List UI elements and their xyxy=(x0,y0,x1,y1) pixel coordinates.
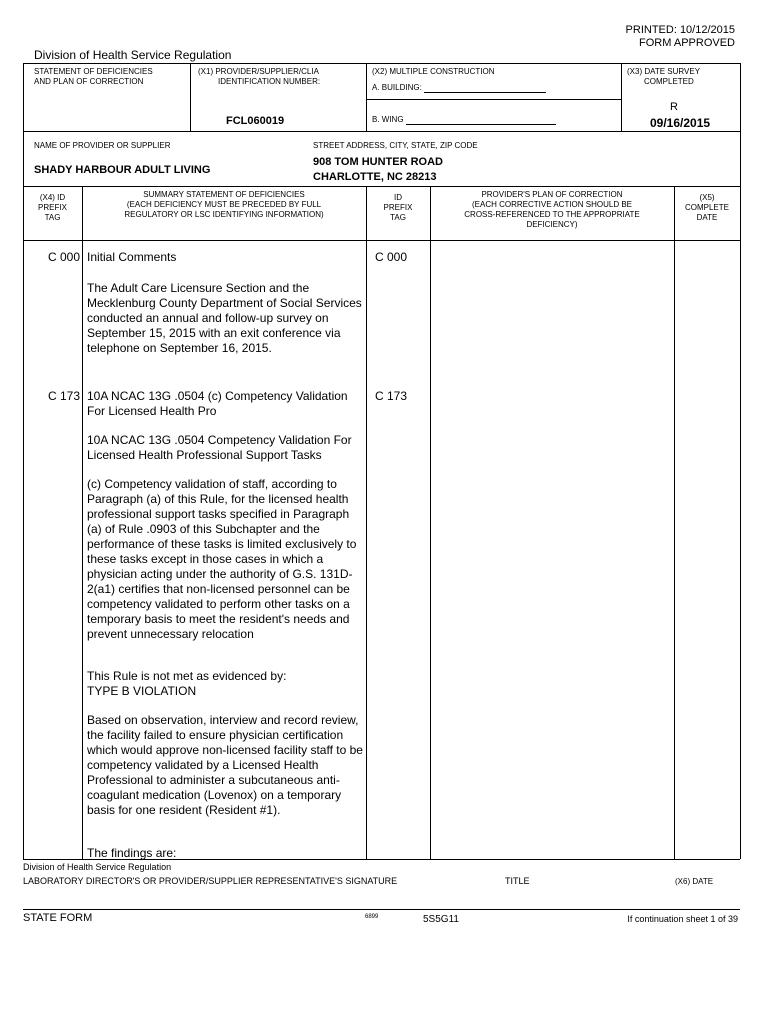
row-paragraph: Based on observation, interview and record review, the facility failed to ensure physician certification which would approve non-licensed facility staff to be competency validated by a Licensed Health Professional to administer a subcutaneous anti-coagulant medication (Lovenox) on a temporary basis for one resident (Resident #1). xyxy=(87,713,363,817)
printed-date: PRINTED: 10/12/2015 xyxy=(625,24,735,36)
grid-divider xyxy=(366,186,367,859)
address-label: STREET ADDRESS, CITY, STATE, ZIP CODE xyxy=(313,141,478,150)
x3-label: (X3) DATE SURVEY xyxy=(627,67,701,76)
footer-agency: Division of Health Service Regulation xyxy=(23,862,172,872)
x2-label: (X2) MULTIPLE CONSTRUCTION xyxy=(372,67,495,76)
row-tag: C 000 xyxy=(47,250,80,264)
row-paragraph: 10A NCAC 13G .0504 (c) Competency Validation For Licensed Health Pro xyxy=(87,389,348,418)
form-code: 6899 xyxy=(365,914,379,920)
header-line: REGULATORY OR LSC IDENTIFYING INFORMATION) xyxy=(124,210,324,219)
frame-left-line xyxy=(23,63,24,859)
header-line: (EACH DEFICIENCY MUST BE PRECEDED BY FULL xyxy=(126,200,322,209)
row-id-tag: C 173 xyxy=(375,389,408,403)
id-header xyxy=(366,193,430,223)
building-line xyxy=(424,83,546,93)
x1-label: IDENTIFICATION NUMBER: xyxy=(218,77,321,86)
event-id: 5S5G11 xyxy=(423,914,459,925)
survey-code: R xyxy=(670,101,678,113)
header-line: (X4) ID xyxy=(39,193,66,202)
grid-divider xyxy=(674,186,675,859)
signature-label: LABORATORY DIRECTOR'S OR PROVIDER/SUPPLIER REPRESENTATIVE'S SIGNATURE xyxy=(23,876,398,886)
form-status: FORM APPROVED xyxy=(639,37,735,49)
row-paragraph: Initial Comments xyxy=(87,250,177,264)
row-paragraph: The Adult Care Licensure Section and the Mecklenburg County Department of Social Services conducted an annual and follow-up survey on September 15, 2015 with an exit conference via telephone on September 16, 2015. xyxy=(87,281,362,355)
grid-divider xyxy=(23,186,740,187)
x1-label: (X1) PROVIDER/SUPPLIER/CLIA xyxy=(198,67,319,76)
header-line: TAG xyxy=(44,213,61,222)
header-line: PREFIX xyxy=(38,203,67,212)
row-id-tag: C 000 xyxy=(375,250,408,264)
header-line: PROVIDER'S PLAN OF CORRECTION xyxy=(481,190,623,199)
grid-divider xyxy=(23,240,740,241)
statement-label: STATEMENT OF DEFICIENCIES xyxy=(34,67,153,76)
frame-top-line xyxy=(23,63,740,64)
provider-id: FCL060019 xyxy=(226,115,285,127)
header-line: (X5) xyxy=(699,193,715,202)
grid-divider xyxy=(430,186,431,859)
grid-divider xyxy=(82,186,83,859)
grid-divider xyxy=(366,63,367,131)
grid-divider xyxy=(23,131,740,132)
x5-header xyxy=(674,193,740,223)
row-paragraph: 10A NCAC 13G .0504 Competency Validation For Licensed Health Professional Support Tasks xyxy=(87,433,352,462)
state-form-label: STATE FORM xyxy=(23,912,93,924)
row-paragraph: This Rule is not met as evidenced by: TYPE B VIOLATION xyxy=(87,669,287,698)
grid-divider xyxy=(190,63,191,131)
plan-header xyxy=(430,190,674,230)
summary-header xyxy=(82,190,366,220)
statement-label: AND PLAN OF CORRECTION xyxy=(34,77,144,86)
wing-label: B. WING xyxy=(372,115,404,124)
header-line: DEFICIENCY) xyxy=(526,220,578,229)
city-state-zip: CHARLOTTE, NC 28213 xyxy=(313,171,437,183)
header-line: ID xyxy=(394,193,402,202)
header-line: DATE xyxy=(696,213,718,222)
header-line: PREFIX xyxy=(383,203,413,212)
grid-divider xyxy=(621,63,622,131)
footer-line xyxy=(23,909,740,910)
header-line: (EACH CORRECTIVE ACTION SHOULD BE xyxy=(471,200,633,209)
frame-right-line xyxy=(740,63,741,859)
wing-field xyxy=(372,115,556,125)
provider-name-label: NAME OF PROVIDER OR SUPPLIER xyxy=(34,141,171,150)
survey-date: 09/16/2015 xyxy=(650,116,711,130)
header-line: SUMMARY STATEMENT OF DEFICIENCIES xyxy=(143,190,305,199)
continuation-sheet: If continuation sheet 1 of 39 xyxy=(627,914,738,924)
x4-header xyxy=(23,193,82,223)
building-field xyxy=(372,83,546,93)
row-tag: C 173 xyxy=(47,389,80,403)
grid-divider xyxy=(366,99,621,100)
building-label: A. BUILDING: xyxy=(372,83,422,92)
date-label: (X6) DATE xyxy=(675,877,714,886)
provider-name: SHADY HARBOUR ADULT LIVING xyxy=(34,164,211,176)
row-paragraph: (c) Competency validation of staff, according to Paragraph (a) of this Rule, for the licensed health professional support tasks specified in Paragraph (a) of Rule .0903 of this Subchapter and the performance of these tasks is limited exclusively to these tasks except in those cases in which a physician acting under the authority of G.S. 131D-2(a1) certifies that non-licensed personnel can be competency validated to perform other tasks on a temporary basis to meet the resident's needs and prevent unnecessary relocation xyxy=(87,477,357,641)
wing-line xyxy=(406,115,556,125)
header-line: COMPLETE xyxy=(684,203,729,212)
row-paragraph: The findings are: xyxy=(87,846,177,860)
header-line: TAG xyxy=(390,213,406,222)
title-label: TITLE xyxy=(505,876,530,886)
street-address: 908 TOM HUNTER ROAD xyxy=(313,156,443,168)
x3-label: COMPLETED xyxy=(644,77,694,86)
header-line: CROSS-REFERENCED TO THE APPROPRIATE xyxy=(464,210,640,219)
agency-name: Division of Health Service Regulation xyxy=(34,48,232,62)
